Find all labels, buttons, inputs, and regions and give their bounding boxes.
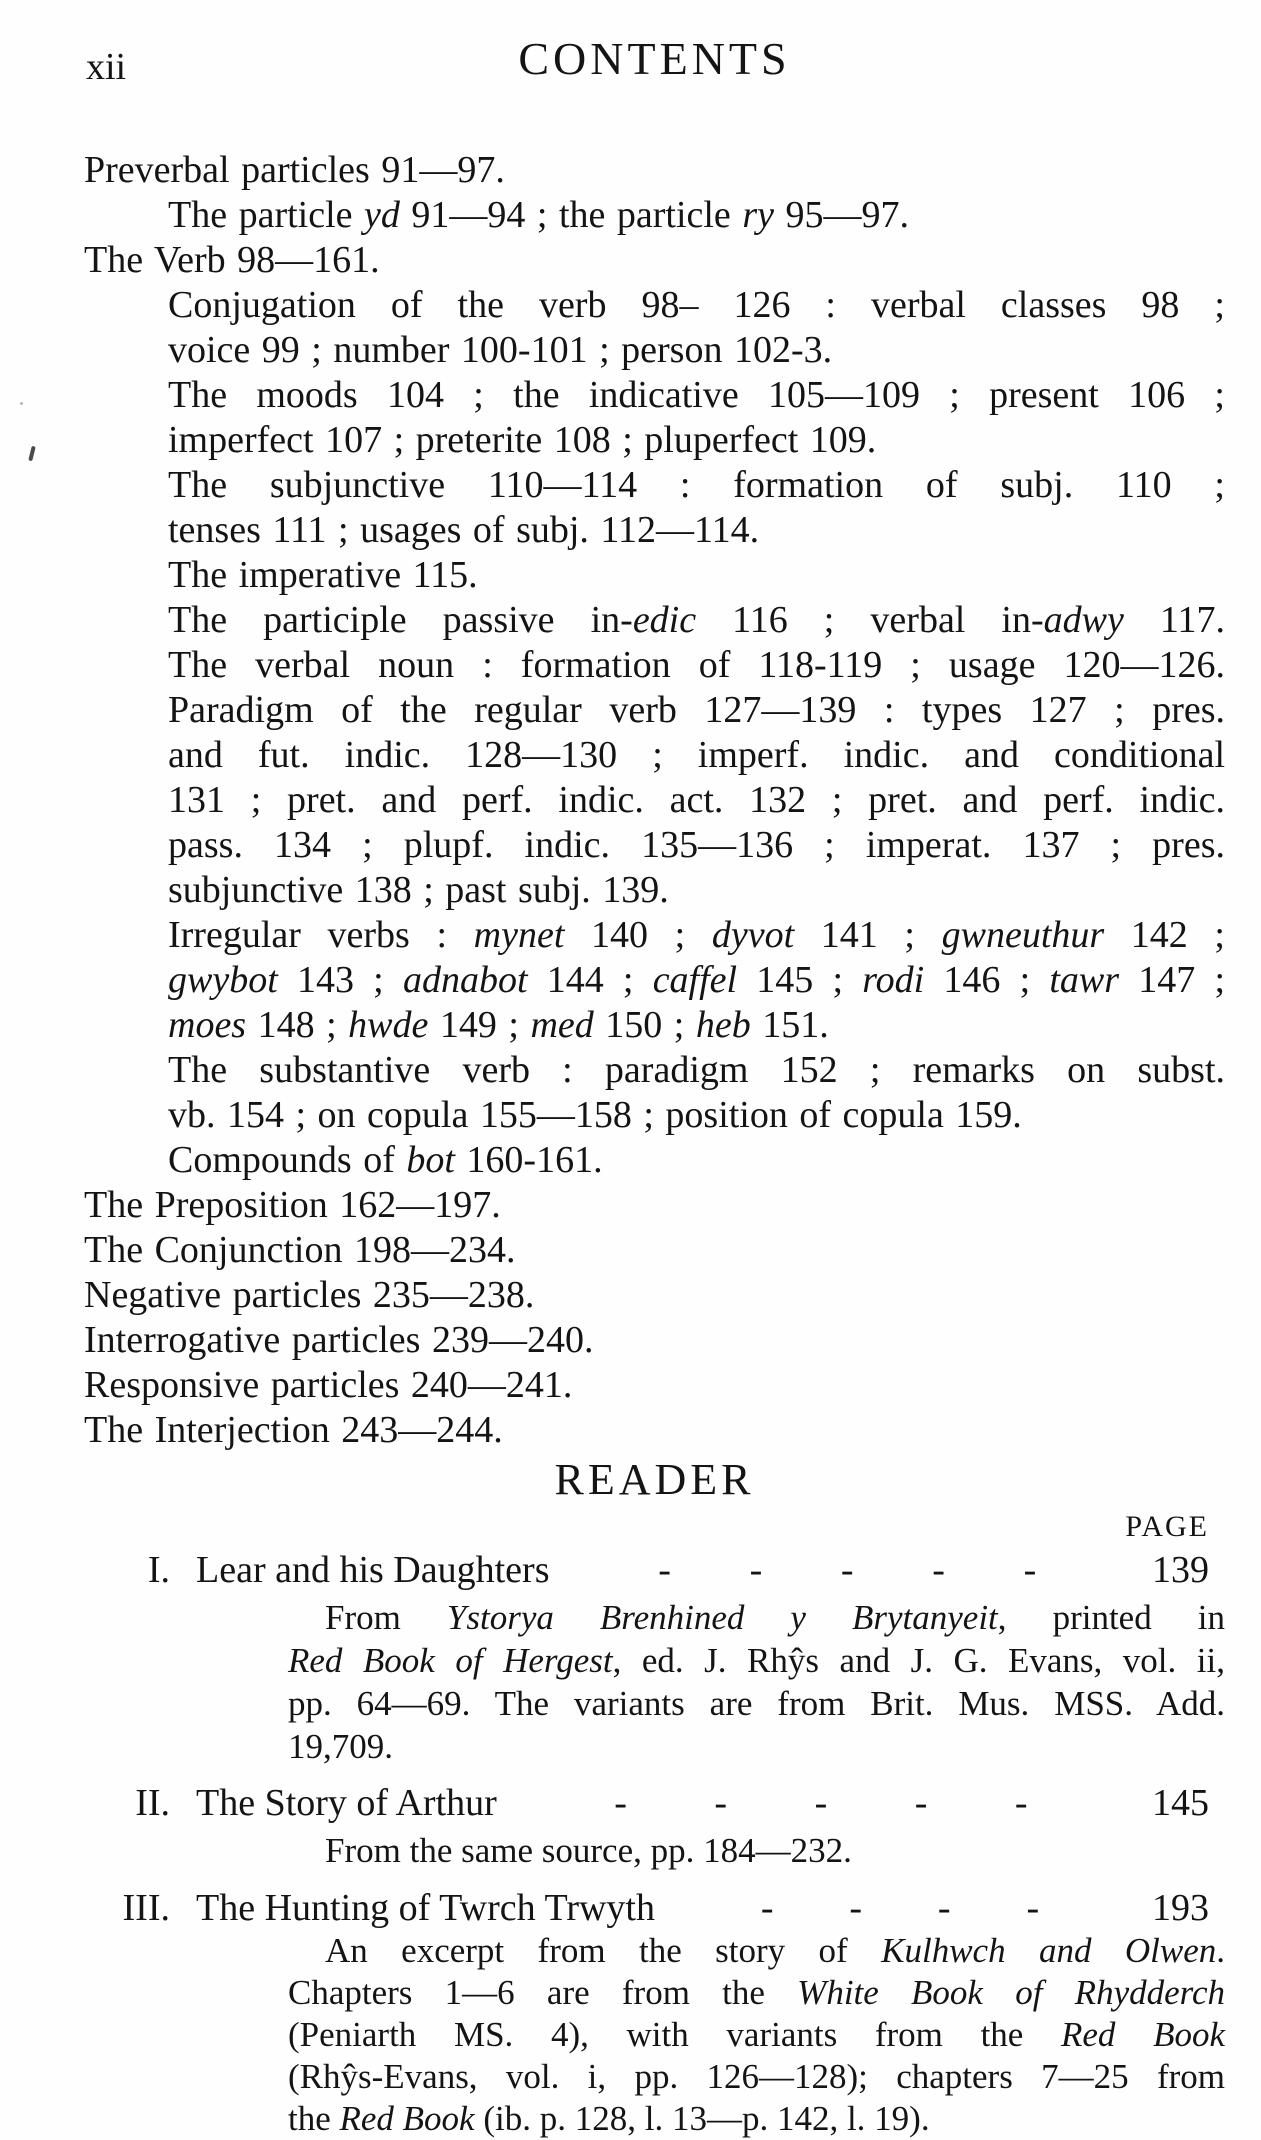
leader-dash: - bbox=[658, 1549, 671, 1591]
toc-line bbox=[84, 238, 1225, 283]
italic-text: edic bbox=[632, 599, 697, 641]
text: (ib. p. 128, l. 13—p. 142, l. 19). bbox=[474, 2099, 930, 2138]
entry-numeral: II. bbox=[135, 1782, 170, 1824]
toc-line bbox=[84, 283, 1225, 328]
text: The verbal noun : formation of 118-119 ; usage 120—126. bbox=[168, 644, 1225, 686]
toc-line bbox=[84, 1093, 1225, 1138]
desc-line bbox=[288, 1639, 1225, 1682]
leader-dash: - bbox=[749, 1549, 763, 1591]
toc-line bbox=[84, 418, 1225, 463]
entry-description bbox=[288, 1596, 1225, 1768]
text: The Conjunction 198—234. bbox=[84, 1229, 516, 1271]
italic-text: White Book of Rhydderch bbox=[797, 1973, 1225, 2012]
text: 148 ; bbox=[246, 1004, 349, 1046]
page-column-label: PAGE bbox=[1125, 1510, 1209, 1543]
text: Compounds of bbox=[168, 1139, 407, 1181]
italic-text: caffel bbox=[652, 959, 738, 1001]
toc-line bbox=[84, 463, 1225, 508]
text: 131 ; pret. and perf. indic. act. 132 ; pret. and perf. indic. bbox=[168, 779, 1225, 821]
italic-text: dyvot bbox=[711, 914, 795, 956]
entry-leader bbox=[527, 1781, 1115, 1826]
italic-text: gwybot bbox=[168, 959, 278, 1001]
reader-heading: READER bbox=[554, 1455, 755, 1504]
toc-line bbox=[84, 1183, 1225, 1228]
toc-line bbox=[84, 1363, 1225, 1408]
text: The particle bbox=[168, 194, 365, 236]
text: voice 99 ; number 100-101 ; person 102-3. bbox=[168, 329, 833, 371]
scan-mark bbox=[28, 446, 36, 462]
italic-text: Red Book of Hergest bbox=[288, 1641, 613, 1680]
grammar-toc bbox=[84, 148, 1225, 1453]
desc-line bbox=[288, 2014, 1225, 2056]
toc-line bbox=[84, 1228, 1225, 1273]
entry-numeral: III. bbox=[122, 1887, 170, 1929]
italic-text: moes bbox=[168, 1004, 247, 1046]
text: From bbox=[325, 1598, 447, 1637]
text: The Verb 98—161. bbox=[84, 239, 380, 281]
entry-page-number: 145 bbox=[1152, 1782, 1209, 1824]
toc-line bbox=[84, 148, 1225, 193]
desc-line bbox=[288, 1829, 1225, 1872]
text: Interrogative particles 239—240. bbox=[84, 1319, 594, 1361]
leader-dash: - bbox=[714, 1782, 728, 1824]
toc-line bbox=[84, 508, 1225, 553]
toc-line bbox=[84, 373, 1225, 418]
text: 149 ; bbox=[428, 1004, 531, 1046]
text: (Rhŷs-Evans, vol. i, pp. 126—128); chapters 7—25 from bbox=[288, 2057, 1225, 2096]
text: 141 ; bbox=[794, 914, 942, 956]
desc-line bbox=[288, 1972, 1225, 2014]
text: 151. bbox=[750, 1004, 829, 1046]
text: (Peniarth MS. 4), with variants from the bbox=[288, 2015, 1061, 2054]
scan-speck bbox=[20, 402, 23, 405]
text: The imperative 115. bbox=[168, 554, 478, 596]
text: The substantive verb : paradigm 152 ; remarks on subst. bbox=[168, 1049, 1225, 1091]
text: , printed in bbox=[997, 1598, 1225, 1637]
text: 140 ; bbox=[564, 914, 712, 956]
leader-dash: - bbox=[914, 1782, 928, 1824]
italic-text: adwy bbox=[1043, 599, 1124, 641]
desc-line bbox=[288, 1930, 1225, 1972]
toc-line bbox=[84, 688, 1225, 733]
desc-line bbox=[288, 1682, 1225, 1725]
leader-dash: - bbox=[760, 1887, 774, 1929]
italic-text: Kulhwch and Olwen bbox=[881, 1931, 1217, 1970]
folio-number: xii bbox=[86, 46, 127, 88]
desc-line bbox=[288, 2098, 1225, 2140]
text: imperfect 107 ; preterite 108 ; pluperfect 109. bbox=[168, 419, 877, 461]
toc-line bbox=[84, 733, 1225, 778]
text: Chapters 1—6 are from the bbox=[288, 1973, 798, 2012]
toc-line bbox=[84, 193, 1225, 238]
text: 146 ; bbox=[924, 959, 1050, 1001]
italic-text: mynet bbox=[473, 914, 565, 956]
toc-line bbox=[84, 868, 1225, 913]
italic-text: med bbox=[530, 1004, 594, 1046]
entry-leader bbox=[685, 1886, 1115, 1931]
text: tenses 111 ; usages of subj. 112—114. bbox=[168, 509, 760, 551]
toc-line bbox=[84, 1003, 1225, 1048]
text: 19,709. bbox=[288, 1727, 393, 1766]
text: An excerpt from the story of bbox=[325, 1931, 882, 1970]
toc-line bbox=[84, 328, 1225, 373]
text: 142 ; bbox=[1104, 914, 1225, 956]
toc-line bbox=[84, 1138, 1225, 1183]
italic-text: Ystorya Brenhined y Brytanyeit bbox=[446, 1598, 998, 1637]
leader-dash: - bbox=[1014, 1782, 1028, 1824]
entry-description bbox=[288, 1930, 1225, 2140]
italic-text: bot bbox=[406, 1139, 455, 1181]
desc-line bbox=[288, 1596, 1225, 1639]
leader-dash: - bbox=[849, 1887, 863, 1929]
text: 91—94 ; the particle bbox=[399, 194, 743, 236]
text: The Preposition 162—197. bbox=[84, 1184, 501, 1226]
text: The participle passive in- bbox=[168, 599, 633, 641]
entry-page-number: 139 bbox=[1152, 1549, 1209, 1591]
text: vb. 154 ; on copula 155—158 ; position of copula 159. bbox=[168, 1094, 1022, 1136]
text: 117. bbox=[1123, 599, 1226, 641]
text: Irregular verbs : bbox=[168, 914, 474, 956]
toc-line bbox=[84, 598, 1225, 643]
italic-text: gwneuthur bbox=[941, 914, 1105, 956]
italic-text: heb bbox=[695, 1004, 751, 1046]
text: Conjugation of the verb 98– 126 : verbal classes 98 ; bbox=[168, 284, 1225, 326]
text: 144 ; bbox=[527, 959, 653, 1001]
italic-text: ry bbox=[742, 194, 774, 236]
text: pp. 64—69. The variants are from Brit. Mus. MSS. Add. bbox=[288, 1684, 1225, 1723]
leader-dash: - bbox=[814, 1782, 828, 1824]
text: 116 ; verbal in- bbox=[696, 599, 1044, 641]
italic-text: Red Book bbox=[339, 2099, 475, 2138]
leader-dash: - bbox=[614, 1782, 627, 1824]
entry-title: The Story of Arthur bbox=[196, 1782, 497, 1824]
italic-text: rodi bbox=[862, 959, 925, 1001]
text: Negative particles 235—238. bbox=[84, 1274, 535, 1316]
text: 95—97. bbox=[773, 194, 909, 236]
reader-entry bbox=[84, 1548, 1209, 1593]
leader-dash: - bbox=[937, 1887, 951, 1929]
text: 147 ; bbox=[1119, 959, 1226, 1001]
text: 143 ; bbox=[277, 959, 403, 1001]
toc-line bbox=[84, 958, 1225, 1003]
entry-page-number: 193 bbox=[1152, 1887, 1209, 1929]
toc-line bbox=[84, 643, 1225, 688]
text: . bbox=[1216, 1931, 1226, 1970]
leader-dash: - bbox=[840, 1549, 854, 1591]
toc-line bbox=[84, 913, 1225, 958]
text: 150 ; bbox=[593, 1004, 696, 1046]
text: Preverbal particles 91—97. bbox=[84, 149, 505, 191]
text: The Interjection 243—244. bbox=[84, 1409, 503, 1451]
toc-line bbox=[84, 823, 1225, 868]
desc-line bbox=[288, 2056, 1225, 2098]
reader-entry bbox=[84, 1886, 1209, 1931]
italic-text: tawr bbox=[1049, 959, 1120, 1001]
toc-line bbox=[84, 778, 1225, 823]
entry-numeral: I. bbox=[147, 1549, 170, 1591]
text: 160-161. bbox=[454, 1139, 603, 1181]
text: and fut. indic. 128—130 ; imperf. indic. and conditional bbox=[168, 734, 1225, 776]
text: Responsive particles 240—241. bbox=[84, 1364, 573, 1406]
entry-leader bbox=[580, 1548, 1116, 1593]
text: From the same source, pp. 184—232. bbox=[325, 1831, 852, 1870]
toc-line bbox=[84, 1408, 1225, 1453]
reader-entry bbox=[84, 1781, 1209, 1826]
toc-line bbox=[84, 1273, 1225, 1318]
desc-line bbox=[288, 1725, 1225, 1768]
leader-dash: - bbox=[1026, 1887, 1040, 1929]
text: Paradigm of the regular verb 127—139 : types 127 ; pres. bbox=[168, 689, 1225, 731]
text: subjunctive 138 ; past subj. 139. bbox=[168, 869, 669, 911]
italic-text: Red Book bbox=[1061, 2015, 1225, 2054]
toc-line bbox=[84, 553, 1225, 598]
text: pass. 134 ; plupf. indic. 135—136 ; imperat. 137 ; pres. bbox=[168, 824, 1225, 866]
text: The moods 104 ; the indicative 105—109 ; present 106 ; bbox=[168, 374, 1225, 416]
contents-title: CONTENTS bbox=[518, 33, 791, 84]
page-header bbox=[84, 33, 1225, 96]
text: the bbox=[288, 2099, 340, 2138]
italic-text: hwde bbox=[348, 1004, 429, 1046]
leader-dash: - bbox=[1023, 1549, 1037, 1591]
text: The subjunctive 110—114 : formation of subj. 110 ; bbox=[168, 464, 1225, 506]
entry-title: Lear and his Daughters bbox=[196, 1549, 550, 1591]
italic-text: yd bbox=[364, 194, 400, 236]
text: 145 ; bbox=[737, 959, 863, 1001]
entry-title: The Hunting of Twrch Trwyth bbox=[196, 1887, 655, 1929]
leader-dash: - bbox=[932, 1549, 945, 1591]
entry-description bbox=[288, 1829, 1225, 1872]
text: , ed. J. Rhŷs and J. G. Evans, vol. ii, bbox=[612, 1641, 1225, 1680]
toc-line bbox=[84, 1048, 1225, 1093]
italic-text: adnabot bbox=[402, 959, 528, 1001]
toc-line bbox=[84, 1318, 1225, 1363]
